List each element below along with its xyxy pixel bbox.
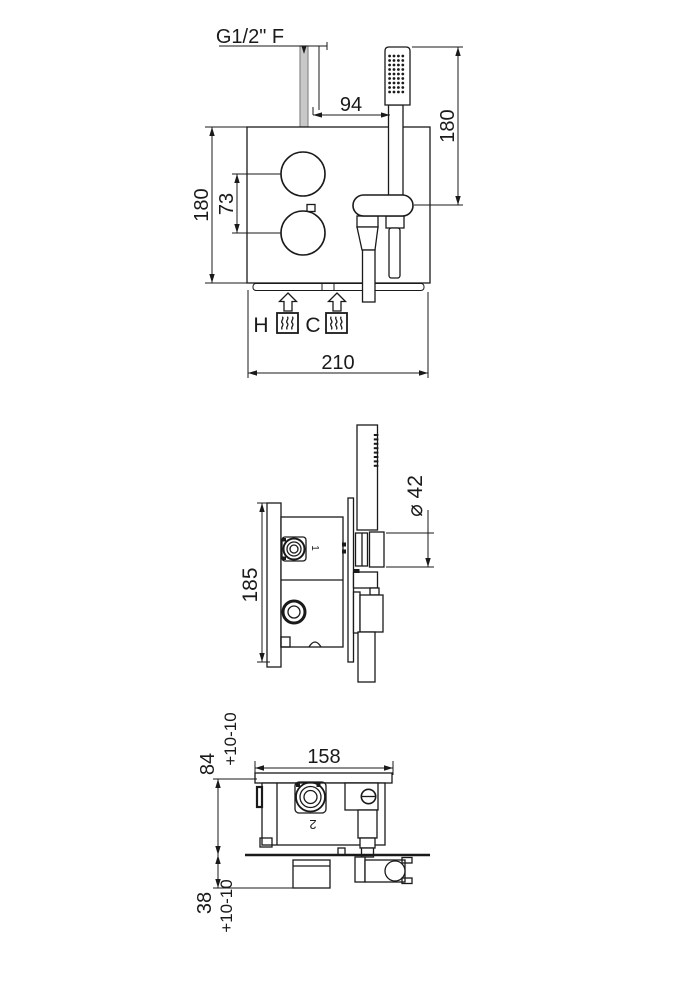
front-view: [191, 26, 463, 378]
dim-84-label: 84: [197, 752, 219, 776]
dim-94: [313, 94, 390, 118]
thread-size-label: G1/2" F: [215, 26, 285, 48]
dim-210: [248, 290, 428, 378]
volume-knob: [281, 211, 325, 255]
cold-water-icon: [326, 313, 347, 333]
bracket-top-view: [355, 857, 412, 884]
side-view: [239, 425, 434, 682]
wall-plate-edge: [348, 498, 354, 662]
dim-94-label: 94: [339, 94, 363, 116]
plate-bottom-lip: [253, 284, 424, 291]
diverter-side: [354, 569, 378, 588]
volume-knob-tab: [307, 205, 315, 212]
dim-185-label: 185: [239, 567, 262, 603]
dim-158-label: 158: [307, 746, 341, 768]
tolerance-below-label: +10-10: [217, 879, 236, 933]
cold-inlet-arrow-icon: [329, 293, 346, 311]
tolerance-above-label: +10-10: [221, 712, 240, 766]
dim-158: [255, 746, 393, 775]
plate-mark: [342, 550, 346, 554]
outlet-2-label: 2: [309, 817, 317, 832]
shower-bracket: [353, 195, 413, 216]
dim-d42-label: ⌀ 42: [404, 475, 427, 517]
plate-mark: [342, 543, 346, 547]
hot-label: H: [253, 314, 269, 337]
hand-shower-side: [357, 425, 378, 530]
thermostat-knob-side: [356, 532, 385, 567]
dim-185: [239, 503, 270, 662]
dim-180-plate-label: 180: [191, 188, 213, 222]
cold-label: C: [305, 314, 321, 337]
dim-210-label: 210: [321, 352, 355, 374]
left-tab: [257, 787, 262, 807]
thermostat-knob: [281, 152, 325, 196]
box-top-bar: [255, 773, 392, 783]
shower-hose-side: [358, 632, 375, 682]
dim-180-shower-label: 180: [437, 109, 459, 143]
dim-73-label: 73: [216, 192, 238, 216]
handle-tip: [389, 228, 400, 278]
dim-thread: [216, 26, 327, 110]
dim-38-label: 38: [194, 891, 216, 915]
hot-inlet-arrow-icon: [280, 293, 297, 311]
screw-section: [345, 783, 378, 810]
dim-knob-diameter: [386, 475, 434, 567]
hot-water-icon: [277, 313, 298, 333]
volume-knob-side: [354, 588, 384, 633]
top-view: [194, 712, 430, 932]
knob-top-view: [293, 860, 330, 888]
rough-in-flange: [267, 503, 281, 667]
supply-pipe: [300, 46, 308, 127]
outlet-1-label: 1: [309, 545, 320, 551]
inlet-symbols: [253, 293, 347, 337]
handle-lower: [386, 216, 404, 228]
